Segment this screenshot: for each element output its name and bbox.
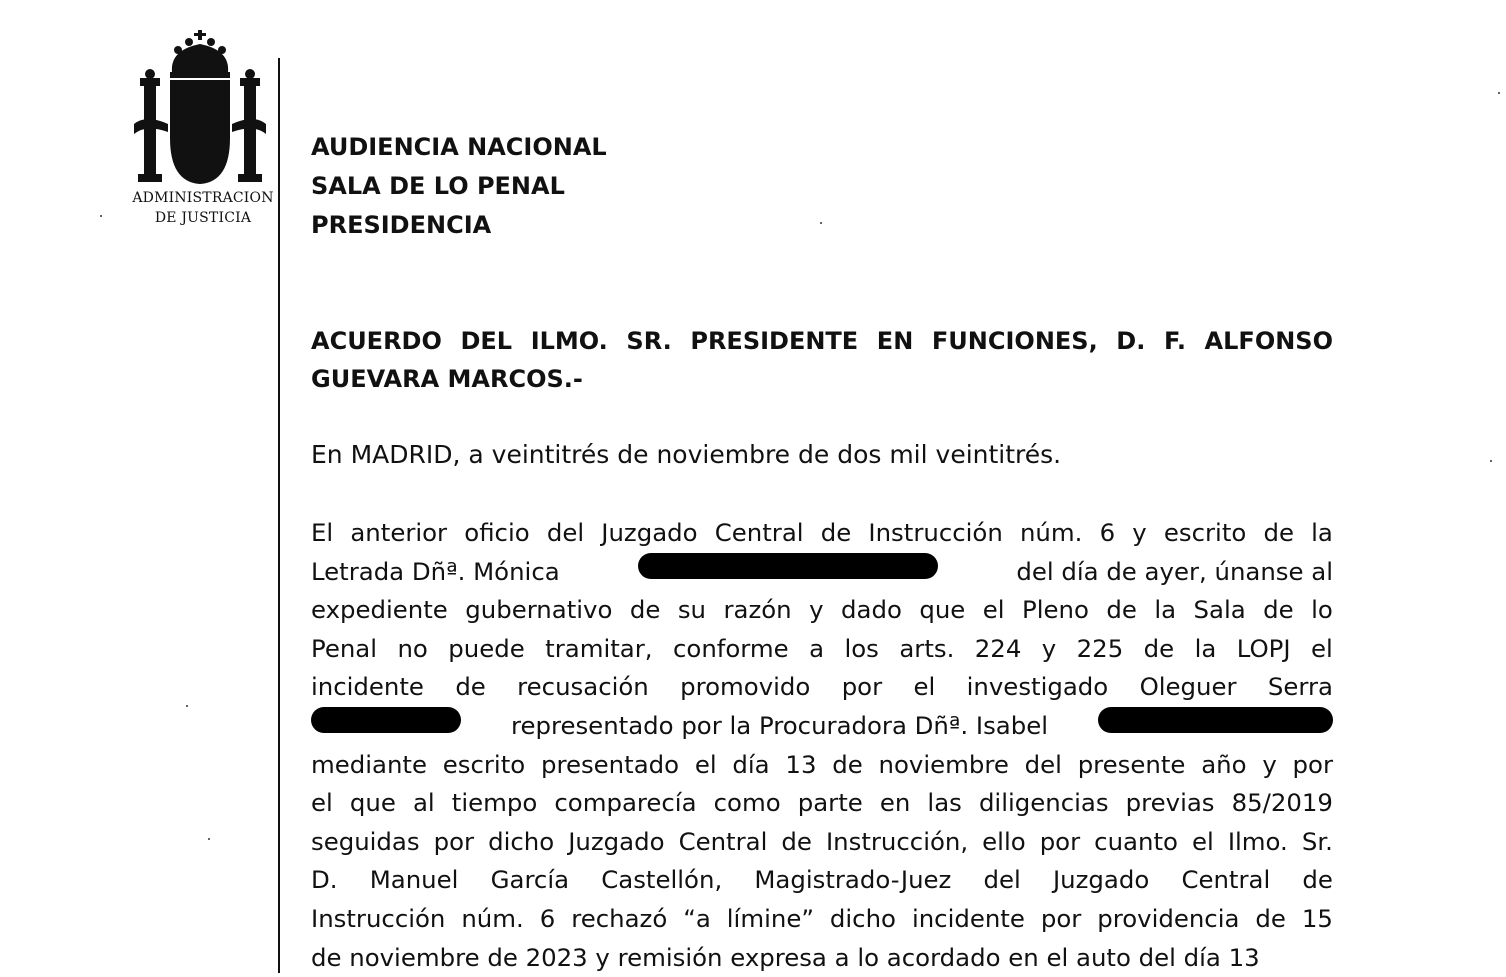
body-line-text: Letrada Dñª. Mónica (311, 556, 560, 586)
body-word: Instrucción (868, 518, 1003, 547)
body-word: D. (311, 865, 338, 895)
body-word: Oleguer (1139, 672, 1237, 702)
body-line (311, 707, 1333, 746)
body-word: el (1191, 826, 1214, 856)
body-word: de (820, 518, 852, 547)
scan-speck (186, 705, 188, 707)
document-heading: ACUERDO DEL ILMO. SR. PRESIDENTE EN FUNCIONES, D. F. ALFONSO GUEVARA MARCOS.- (311, 327, 1333, 393)
body-word: de (1255, 903, 1286, 933)
body-word: de (629, 595, 661, 625)
body-word: previas (1125, 788, 1215, 818)
body-word: arts. (899, 633, 955, 663)
body-word: gubernativo (465, 595, 613, 625)
body-word: parte (797, 788, 863, 818)
body-word: incidente (311, 672, 424, 702)
body-word: los (844, 633, 879, 663)
body-word: la (1194, 633, 1217, 663)
body-word: 224 (974, 633, 1022, 663)
body-word: cuanto (1094, 826, 1178, 856)
body-word: rechazó (571, 903, 668, 933)
body-word: escrito (1163, 518, 1247, 547)
body-word: Central (714, 518, 804, 547)
body-line (311, 630, 1333, 669)
scan-speck (820, 222, 822, 224)
body-word: Penal (311, 633, 378, 663)
body-word: promovido (680, 672, 811, 702)
body-word: Pleno (1022, 595, 1089, 625)
body-word: dado (841, 595, 902, 625)
header-line2: SALA DE LO PENAL (311, 172, 565, 200)
body-word: Sr. (1301, 826, 1333, 856)
redaction-bar (311, 707, 461, 733)
body-word: y (1041, 633, 1057, 663)
body-word: al (412, 788, 435, 818)
body-word: y (1132, 518, 1147, 547)
body-word: de (832, 749, 863, 779)
body-line-text: del día de ayer, únanse al (1016, 556, 1333, 586)
body-word: de (1143, 633, 1175, 663)
scan-speck (100, 215, 102, 217)
body-word: Juzgado (601, 518, 698, 547)
body-word: el (311, 788, 333, 818)
body-word: de (1106, 595, 1137, 625)
body-word: del (1024, 749, 1062, 779)
body-word: las (927, 788, 962, 818)
body-word: escrito (442, 749, 526, 779)
body-word: oficio (464, 518, 530, 547)
body-word: 225 (1076, 633, 1124, 663)
body-word: tiempo (451, 788, 538, 818)
redaction-bar (1098, 707, 1333, 733)
body-word: 85/2019 (1231, 788, 1333, 818)
body-line (311, 861, 1333, 900)
body-word: del (983, 865, 1021, 895)
body-word: como (713, 788, 781, 818)
body-word: día (732, 749, 770, 779)
body-word: por (1040, 903, 1082, 933)
scan-speck (1498, 92, 1500, 94)
body-line-text: representado por la Procuradora Dñª. Isabel (511, 710, 1048, 740)
body-word: a (809, 633, 825, 663)
body-word: LOPJ (1236, 633, 1291, 663)
body-word: no (397, 633, 428, 663)
body-word: Serra (1267, 672, 1333, 702)
redaction-bar (638, 553, 938, 579)
body-word: Juzgado (568, 826, 665, 856)
body-word: la (1311, 518, 1333, 547)
body-word: El (311, 518, 334, 547)
body-word: Sala (1193, 595, 1246, 625)
body-word: Castellón, (601, 865, 723, 895)
body-word: Central (1181, 865, 1271, 895)
body-word: núm. (461, 903, 524, 933)
margin-rule (278, 58, 280, 973)
body-word: mediante (311, 749, 427, 779)
seal-text-line1: ADMINISTRACION (132, 190, 274, 206)
body-word: presentado (540, 749, 680, 779)
body-paragraph (311, 514, 1333, 977)
body-line-text: de noviembre de 2023 y remisión expresa a lo acordado en el auto del día 13 (311, 942, 1260, 972)
body-word: de (1302, 865, 1333, 895)
body-word: providencia (1097, 903, 1240, 933)
body-word: diligencias (978, 788, 1109, 818)
coat-of-arms-icon (126, 28, 276, 188)
body-word: Manuel (369, 865, 459, 895)
body-word: lo (1311, 595, 1333, 625)
body-word: del (546, 518, 585, 547)
body-word: noviembre (878, 749, 1009, 779)
body-word: comparecía (554, 788, 697, 818)
body-word: Magistrado-Juez (754, 865, 952, 895)
scan-speck (208, 838, 210, 840)
body-word: 15 (1301, 903, 1333, 933)
body-word: 13 (785, 749, 817, 779)
body-line (311, 553, 1333, 592)
body-word: investigado (966, 672, 1109, 702)
body-word: y (1262, 749, 1277, 779)
body-line (311, 784, 1333, 823)
body-word: año (1201, 749, 1247, 779)
body-word: el (1311, 633, 1333, 663)
body-line (311, 514, 1333, 553)
body-line (311, 900, 1333, 939)
body-word: razón (723, 595, 792, 625)
body-word: conforme (672, 633, 789, 663)
body-word: ello (982, 826, 1026, 856)
body-word: la (1154, 595, 1177, 625)
scan-speck (1490, 460, 1492, 462)
seal-text-line2: DE JUSTICIA (154, 210, 252, 226)
body-word: que (919, 595, 966, 625)
body-word: dicho (488, 826, 555, 856)
body-word: en (879, 788, 911, 818)
body-line (311, 591, 1333, 630)
body-word: por (433, 826, 475, 856)
body-word: de (781, 826, 812, 856)
body-word: y (809, 595, 824, 625)
body-word: el (913, 672, 936, 702)
body-word: puede (448, 633, 525, 663)
body-word: 6 (1099, 518, 1116, 547)
body-word: núm. (1019, 518, 1083, 547)
body-word: el (694, 749, 717, 779)
body-word: tramitar, (545, 633, 653, 663)
body-word: dicho (829, 903, 896, 933)
body-word: de (1263, 518, 1294, 547)
body-word: por (1039, 826, 1081, 856)
body-word: Juzgado (1052, 865, 1150, 895)
body-word: Instrucción (311, 903, 446, 933)
body-word: el (982, 595, 1005, 625)
body-word: Central (678, 826, 768, 856)
body-word: por (1292, 749, 1333, 779)
body-line (311, 668, 1333, 707)
court-header (311, 128, 607, 245)
coat-of-arms-seal (118, 28, 288, 228)
body-word: “a (683, 903, 711, 933)
date-line: En MADRID, a veintitrés de noviembre de dos mil veintitrés. (311, 440, 1062, 469)
body-word: por (841, 672, 883, 702)
body-word: recusación (517, 672, 649, 702)
body-word: que (349, 788, 396, 818)
body-word: García (490, 865, 570, 895)
body-word: anterior (350, 518, 448, 547)
body-line (311, 746, 1333, 785)
body-word: de (1263, 595, 1294, 625)
body-word: 6 (539, 903, 556, 933)
body-word: límine” (726, 903, 814, 933)
body-word: de (455, 672, 486, 702)
body-word: su (677, 595, 707, 625)
header-line3: PRESIDENCIA (311, 211, 492, 239)
body-word: seguidas (311, 826, 420, 856)
body-word: presente (1077, 749, 1186, 779)
body-word: expediente (311, 595, 448, 625)
body-word: Ilmo. (1227, 826, 1288, 856)
body-word: Instrucción, (825, 826, 969, 856)
body-line (311, 939, 1333, 977)
body-line (311, 823, 1333, 862)
header-line1: AUDIENCIA NACIONAL (311, 133, 607, 161)
body-word: incidente (911, 903, 1025, 933)
